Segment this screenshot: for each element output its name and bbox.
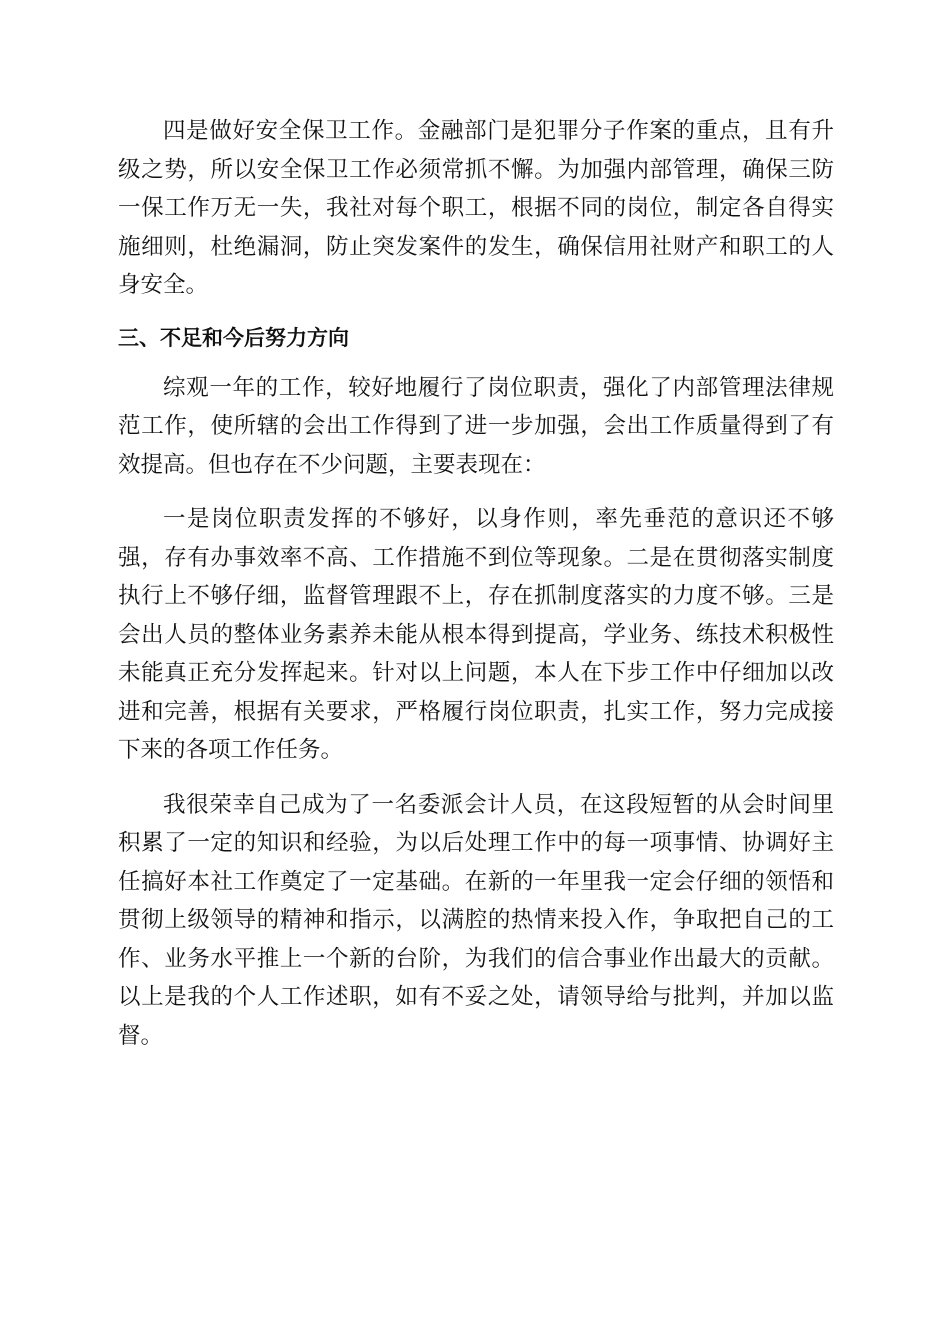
paragraph-problems: 一是岗位职责发挥的不够好，以身作则，率先垂范的意识还不够强，存有办事效率不高、工作措施不到位等现象。二是在贯彻落实制度执行上不够仔细，监督管理跟不上，存在抓制度落实的力度不够。三是会出人员的整体业务素养未能从根本得到提高，学业务、练技术积极性未能真正充分发挥起来。针对以上问题，本人在下步工作中仔细加以改进和完善，根据有关要求，严格履行岗位职责，扎实工作，努力完成接下来的各项工作任务。	[118, 506, 834, 763]
paragraph-year-review: 综观一年的工作，较好地履行了岗位职责，强化了内部管理法律规范工作，使所辖的会出工作得到了进一步加强，会出工作质量得到了有效提高。但也存在不少问题，主要表现在：	[118, 374, 834, 478]
section-heading-shortcomings: 三、不足和今后努力方向	[118, 325, 349, 350]
paragraph-closing: 我很荣幸自己成为了一名委派会计人员，在这段短暂的从会时间里积累了一定的知识和经验，为以后处理工作中的每一项事情、协调好主任搞好本社工作奠定了一定基础。在新的一年里我一定会仔细的领悟和贯彻上级领导的精神和指示，以满腔的热情来投入作，争取把自己的工作、业务水平推上一个新的台阶，为我们的信合事业作出最大的贡献。以上是我的个人工作述职，如有不妥之处，请领导给与批判，并加以监督。	[118, 791, 834, 1049]
paragraph-security-work: 四是做好安全保卫工作。金融部门是犯罪分子作案的重点，且有升级之势，所以安全保卫工作必须常抓不懈。为加强内部管理，确保三防一保工作万无一失，我社对每个职工，根据不同的岗位，制定各自得实施细则，杜绝漏洞，防止突发案件的发生，确保信用社财产和职工的人身安全。	[118, 118, 834, 298]
document-body	[118, 112, 834, 1055]
